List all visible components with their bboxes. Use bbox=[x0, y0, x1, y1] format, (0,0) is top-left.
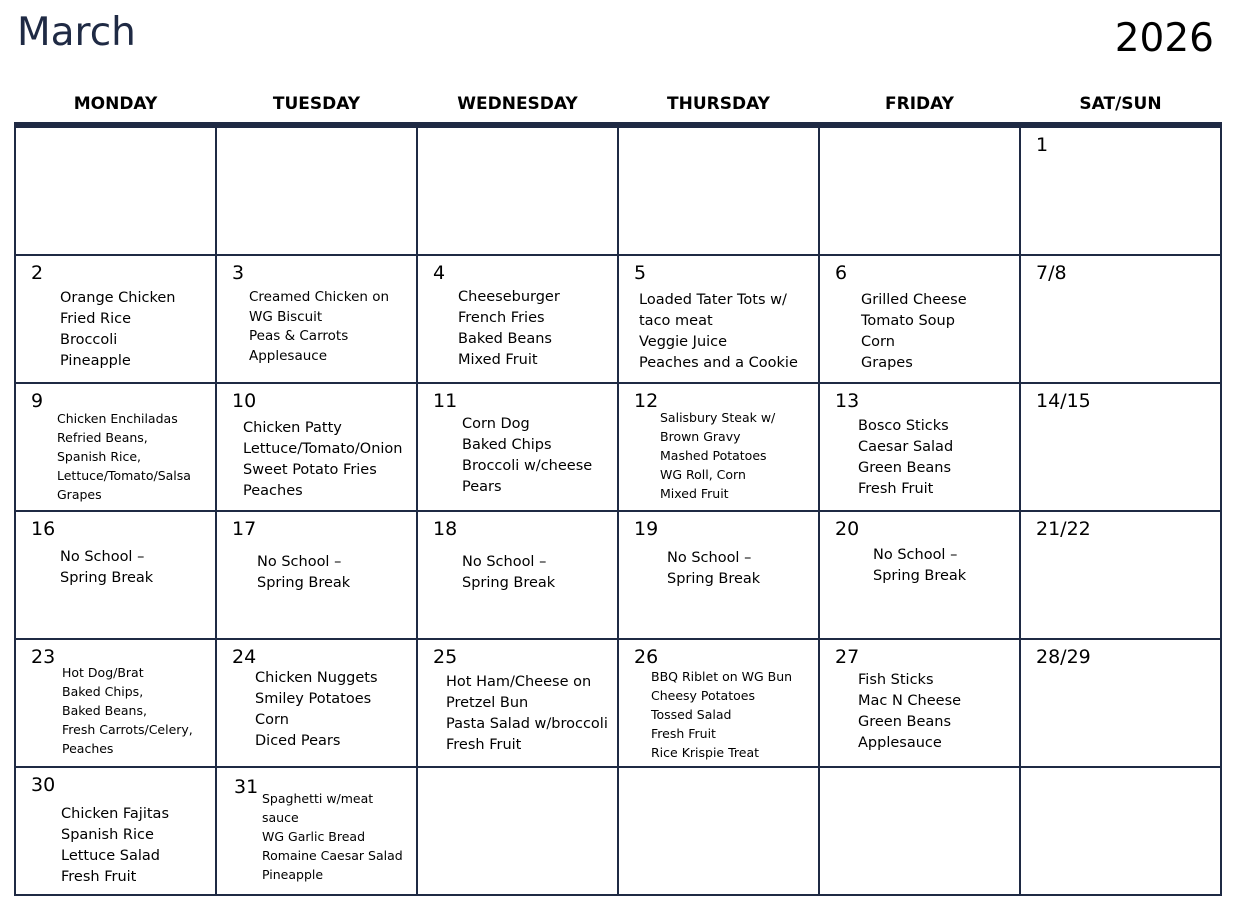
calendar-day-cell bbox=[619, 382, 820, 510]
menu-list bbox=[446, 672, 608, 756]
calendar-day-cell bbox=[820, 638, 1021, 766]
day-number: 30 bbox=[31, 774, 56, 796]
menu-item: No School – bbox=[873, 547, 958, 563]
menu-item: Brown Gravy bbox=[660, 429, 741, 444]
menu-item: Lettuce/Tomato/Onion bbox=[243, 441, 403, 457]
menu-item: Grilled Cheese bbox=[861, 292, 967, 308]
menu-item: Fresh Fruit bbox=[651, 726, 716, 741]
menu-item: Tossed Salad bbox=[651, 707, 732, 722]
calendar-day-cell bbox=[217, 638, 418, 766]
menu-item: Lettuce Salad bbox=[61, 848, 161, 864]
menu-list bbox=[61, 804, 169, 888]
calendar-day-cell bbox=[217, 766, 418, 894]
menu-item: Applesauce bbox=[858, 735, 942, 751]
menu-list bbox=[861, 290, 967, 374]
day-number: 23 bbox=[31, 646, 56, 668]
menu-item: Spanish Rice bbox=[61, 827, 154, 843]
calendar-day-cell bbox=[820, 766, 1021, 894]
menu-item: Spring Break bbox=[667, 571, 761, 587]
menu-item: Refried Beans, bbox=[57, 430, 148, 445]
menu-list bbox=[462, 552, 555, 594]
menu-item: Chicken Patty bbox=[243, 420, 342, 436]
calendar-day-cell bbox=[418, 382, 619, 510]
calendar-day-cell bbox=[16, 254, 217, 382]
calendar-day-cell bbox=[619, 254, 820, 382]
menu-item: Pretzel Bun bbox=[446, 695, 529, 711]
day-number: 18 bbox=[433, 518, 458, 540]
menu-item: Baked Beans bbox=[458, 331, 552, 347]
menu-item: Pineapple bbox=[262, 867, 324, 882]
calendar-day-cell bbox=[820, 510, 1021, 638]
calendar-day-cell bbox=[418, 766, 619, 894]
weekday-monday: MONDAY bbox=[73, 94, 158, 114]
day-number: 14/15 bbox=[1036, 390, 1091, 412]
calendar-day-cell bbox=[1021, 510, 1222, 638]
menu-item: Green Beans bbox=[858, 714, 952, 730]
menu-item: Hot Ham/Cheese on bbox=[446, 674, 592, 690]
calendar-day-cell bbox=[820, 126, 1021, 254]
menu-item: Cheesy Potatoes bbox=[651, 688, 755, 703]
menu-item: Fresh Fruit bbox=[61, 869, 137, 885]
menu-item: WG Garlic Bread bbox=[262, 829, 366, 844]
year-title: 2026 bbox=[1114, 16, 1214, 61]
day-number: 13 bbox=[835, 390, 860, 412]
weekday-friday: FRIDAY bbox=[885, 94, 954, 114]
menu-item: WG Biscuit bbox=[249, 308, 323, 325]
menu-item: Romaine Caesar Salad bbox=[262, 848, 403, 863]
month-title: March bbox=[17, 10, 136, 55]
calendar-day-cell bbox=[16, 510, 217, 638]
menu-item: Corn bbox=[861, 334, 895, 350]
menu-item: Peaches bbox=[243, 483, 303, 499]
day-number: 24 bbox=[232, 646, 257, 668]
menu-item: Mashed Potatoes bbox=[660, 448, 767, 463]
calendar-day-cell bbox=[1021, 766, 1222, 894]
menu-item: Cheeseburger bbox=[458, 289, 560, 305]
menu-item: Creamed Chicken on bbox=[249, 289, 390, 305]
menu-item: Chicken Enchiladas bbox=[57, 411, 178, 426]
weekday-weekend: SAT/SUN bbox=[1079, 94, 1162, 114]
menu-item: Fresh Fruit bbox=[858, 481, 934, 497]
calendar-day-cell bbox=[16, 382, 217, 510]
menu-item: Salisbury Steak w/ bbox=[660, 410, 776, 425]
menu-item: Caesar Salad bbox=[858, 439, 954, 455]
calendar-day-cell bbox=[1021, 382, 1222, 510]
calendar-grid bbox=[14, 126, 1222, 896]
calendar-day-cell bbox=[217, 382, 418, 510]
menu-item: French Fries bbox=[458, 310, 545, 326]
day-number: 20 bbox=[835, 518, 860, 540]
calendar-day-cell bbox=[820, 254, 1021, 382]
weekday-thursday: THURSDAY bbox=[667, 94, 770, 114]
menu-item: Spring Break bbox=[60, 570, 154, 586]
menu-item: No School – bbox=[60, 549, 145, 565]
menu-list bbox=[62, 663, 193, 758]
menu-item: Mac N Cheese bbox=[858, 693, 962, 709]
calendar-day-cell bbox=[418, 638, 619, 766]
menu-item: WG Roll, Corn bbox=[660, 467, 746, 482]
menu-list bbox=[243, 418, 403, 502]
menu-item: No School – bbox=[667, 550, 752, 566]
menu-item: Pasta Salad w/broccoli bbox=[446, 716, 608, 732]
calendar-day-cell bbox=[1021, 638, 1222, 766]
menu-item: Sweet Potato Fries bbox=[243, 462, 377, 478]
menu-item: Peaches and a Cookie bbox=[639, 355, 798, 371]
menu-list bbox=[660, 408, 775, 503]
menu-item: Spring Break bbox=[462, 575, 556, 591]
menu-item: Mixed Fruit bbox=[660, 486, 729, 501]
menu-item: Orange Chicken bbox=[60, 290, 176, 306]
day-number: 12 bbox=[634, 390, 659, 412]
day-number: 31 bbox=[234, 776, 259, 798]
menu-list bbox=[667, 548, 760, 590]
day-number: 11 bbox=[433, 390, 458, 412]
menu-item: Tomato Soup bbox=[861, 313, 955, 329]
day-number: 2 bbox=[31, 262, 44, 284]
menu-list bbox=[257, 552, 350, 594]
menu-list bbox=[462, 414, 592, 498]
day-number: 28/29 bbox=[1036, 646, 1091, 668]
menu-item: Corn Dog bbox=[462, 416, 530, 432]
menu-item: Spring Break bbox=[257, 575, 351, 591]
menu-list bbox=[873, 545, 966, 587]
menu-item: Loaded Tater Tots w/ bbox=[639, 292, 787, 308]
menu-item: Mixed Fruit bbox=[458, 352, 538, 368]
menu-item: Chicken Nuggets bbox=[255, 670, 378, 686]
day-number: 5 bbox=[634, 262, 647, 284]
calendar-day-cell bbox=[418, 126, 619, 254]
day-number: 26 bbox=[634, 646, 659, 668]
menu-item: Lettuce/Tomato/Salsa bbox=[57, 468, 191, 483]
menu-item: Hot Dog/Brat bbox=[62, 665, 144, 680]
menu-item: Smiley Potatoes bbox=[255, 691, 372, 707]
menu-item: Fish Sticks bbox=[858, 672, 934, 688]
menu-item: sauce bbox=[262, 810, 299, 825]
weekday-header-row bbox=[15, 90, 1221, 118]
menu-item: Pears bbox=[462, 479, 502, 495]
menu-item: Green Beans bbox=[858, 460, 952, 476]
menu-item: Grapes bbox=[57, 487, 102, 502]
menu-list bbox=[249, 288, 389, 366]
menu-list bbox=[458, 287, 560, 371]
calendar-day-cell bbox=[1021, 126, 1222, 254]
menu-item: Fresh Fruit bbox=[446, 737, 522, 753]
menu-item: No School – bbox=[257, 554, 342, 570]
menu-item: Peas & Carrots bbox=[249, 328, 349, 344]
calendar-day-cell bbox=[1021, 254, 1222, 382]
menu-list bbox=[858, 416, 953, 500]
calendar-day-cell bbox=[418, 254, 619, 382]
day-number: 16 bbox=[31, 518, 56, 540]
menu-list bbox=[255, 668, 378, 752]
day-number: 1 bbox=[1036, 134, 1049, 156]
calendar-day-cell bbox=[820, 382, 1021, 510]
menu-item: Fried Rice bbox=[60, 311, 132, 327]
menu-item: Chicken Fajitas bbox=[61, 806, 169, 822]
calendar-day-cell bbox=[16, 766, 217, 894]
day-number: 7/8 bbox=[1036, 262, 1067, 284]
menu-list bbox=[639, 290, 798, 374]
menu-item: Pineapple bbox=[60, 353, 131, 369]
calendar-day-cell bbox=[217, 126, 418, 254]
weekday-wednesday: WEDNESDAY bbox=[457, 94, 578, 114]
menu-item: Bosco Sticks bbox=[858, 418, 949, 434]
calendar-day-cell bbox=[217, 254, 418, 382]
calendar-day-cell bbox=[16, 638, 217, 766]
menu-item: Broccoli bbox=[60, 332, 118, 348]
weekday-tuesday: TUESDAY bbox=[272, 94, 361, 114]
menu-item: Spanish Rice, bbox=[57, 449, 142, 464]
calendar-day-cell bbox=[619, 510, 820, 638]
menu-item: Veggie Juice bbox=[639, 334, 728, 350]
menu-item: Corn bbox=[255, 712, 289, 728]
menu-item: No School – bbox=[462, 554, 547, 570]
menu-item: Diced Pears bbox=[255, 733, 341, 749]
day-number: 25 bbox=[433, 646, 458, 668]
menu-list bbox=[262, 789, 403, 884]
menu-list bbox=[858, 670, 961, 754]
day-number: 17 bbox=[232, 518, 257, 540]
menu-item: Baked Beans, bbox=[62, 703, 147, 718]
menu-item: Applesauce bbox=[249, 347, 328, 364]
calendar-day-cell bbox=[418, 510, 619, 638]
calendar-day-cell bbox=[619, 126, 820, 254]
day-number: 4 bbox=[433, 262, 446, 284]
day-number: 21/22 bbox=[1036, 518, 1091, 540]
menu-item: Broccoli w/cheese bbox=[462, 458, 593, 474]
menu-item: Baked Chips, bbox=[62, 684, 144, 699]
day-number: 10 bbox=[232, 390, 257, 412]
menu-item: BBQ Riblet on WG Bun bbox=[651, 669, 793, 684]
menu-item: Spaghetti w/meat bbox=[262, 791, 374, 806]
day-number: 6 bbox=[835, 262, 848, 284]
day-number: 19 bbox=[634, 518, 659, 540]
menu-list bbox=[651, 667, 792, 762]
menu-list bbox=[57, 409, 191, 504]
menu-item: Grapes bbox=[861, 355, 913, 371]
day-number: 9 bbox=[31, 390, 44, 412]
calendar-day-cell bbox=[217, 510, 418, 638]
calendar-day-cell bbox=[619, 638, 820, 766]
menu-item: Spring Break bbox=[873, 568, 967, 584]
menu-item: Rice Krispie Treat bbox=[651, 745, 760, 760]
calendar-day-cell bbox=[16, 126, 217, 254]
menu-item: Fresh Carrots/Celery, bbox=[62, 722, 193, 737]
menu-item: taco meat bbox=[639, 313, 713, 329]
menu-list bbox=[60, 547, 153, 589]
day-number: 27 bbox=[835, 646, 860, 668]
calendar-day-cell bbox=[619, 766, 820, 894]
menu-item: Baked Chips bbox=[462, 437, 552, 453]
day-number: 3 bbox=[232, 262, 245, 284]
menu-list bbox=[60, 288, 176, 372]
menu-item: Peaches bbox=[62, 741, 114, 756]
